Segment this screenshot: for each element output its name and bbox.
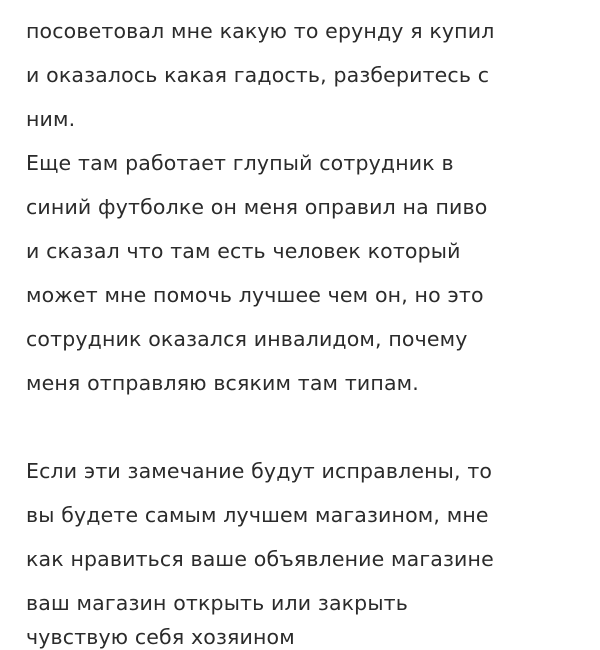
review-line: может мне помочь лучшее чем он, но это xyxy=(26,283,484,307)
review-line: синий футболке он меня оправил на пиво xyxy=(26,195,488,219)
review-line: сотрудник оказался инвалидом, почему xyxy=(26,327,468,351)
review-line: как нравиться ваше объявление магазине xyxy=(26,547,494,571)
review-line: ваш магазин открыть или закрыть xyxy=(26,591,409,615)
review-line: и оказалось какая гадость, разберитесь с xyxy=(26,63,490,87)
review-line: Если эти замечание будут исправлены, то xyxy=(26,459,493,483)
review-line: ним. xyxy=(26,107,76,131)
review-line: посоветовал мне какую то ерунду я купил xyxy=(26,19,495,43)
review-line: Еще там работает глупый сотрудник в xyxy=(26,151,454,175)
review-line: вы будете самым лучшем магазином, мне xyxy=(26,503,489,527)
review-line: меня отправляю всяким там типам. xyxy=(26,371,419,395)
review-line: и сказал что там есть человек который xyxy=(26,239,461,263)
review-line: чувствую себя хозяином xyxy=(26,625,295,649)
